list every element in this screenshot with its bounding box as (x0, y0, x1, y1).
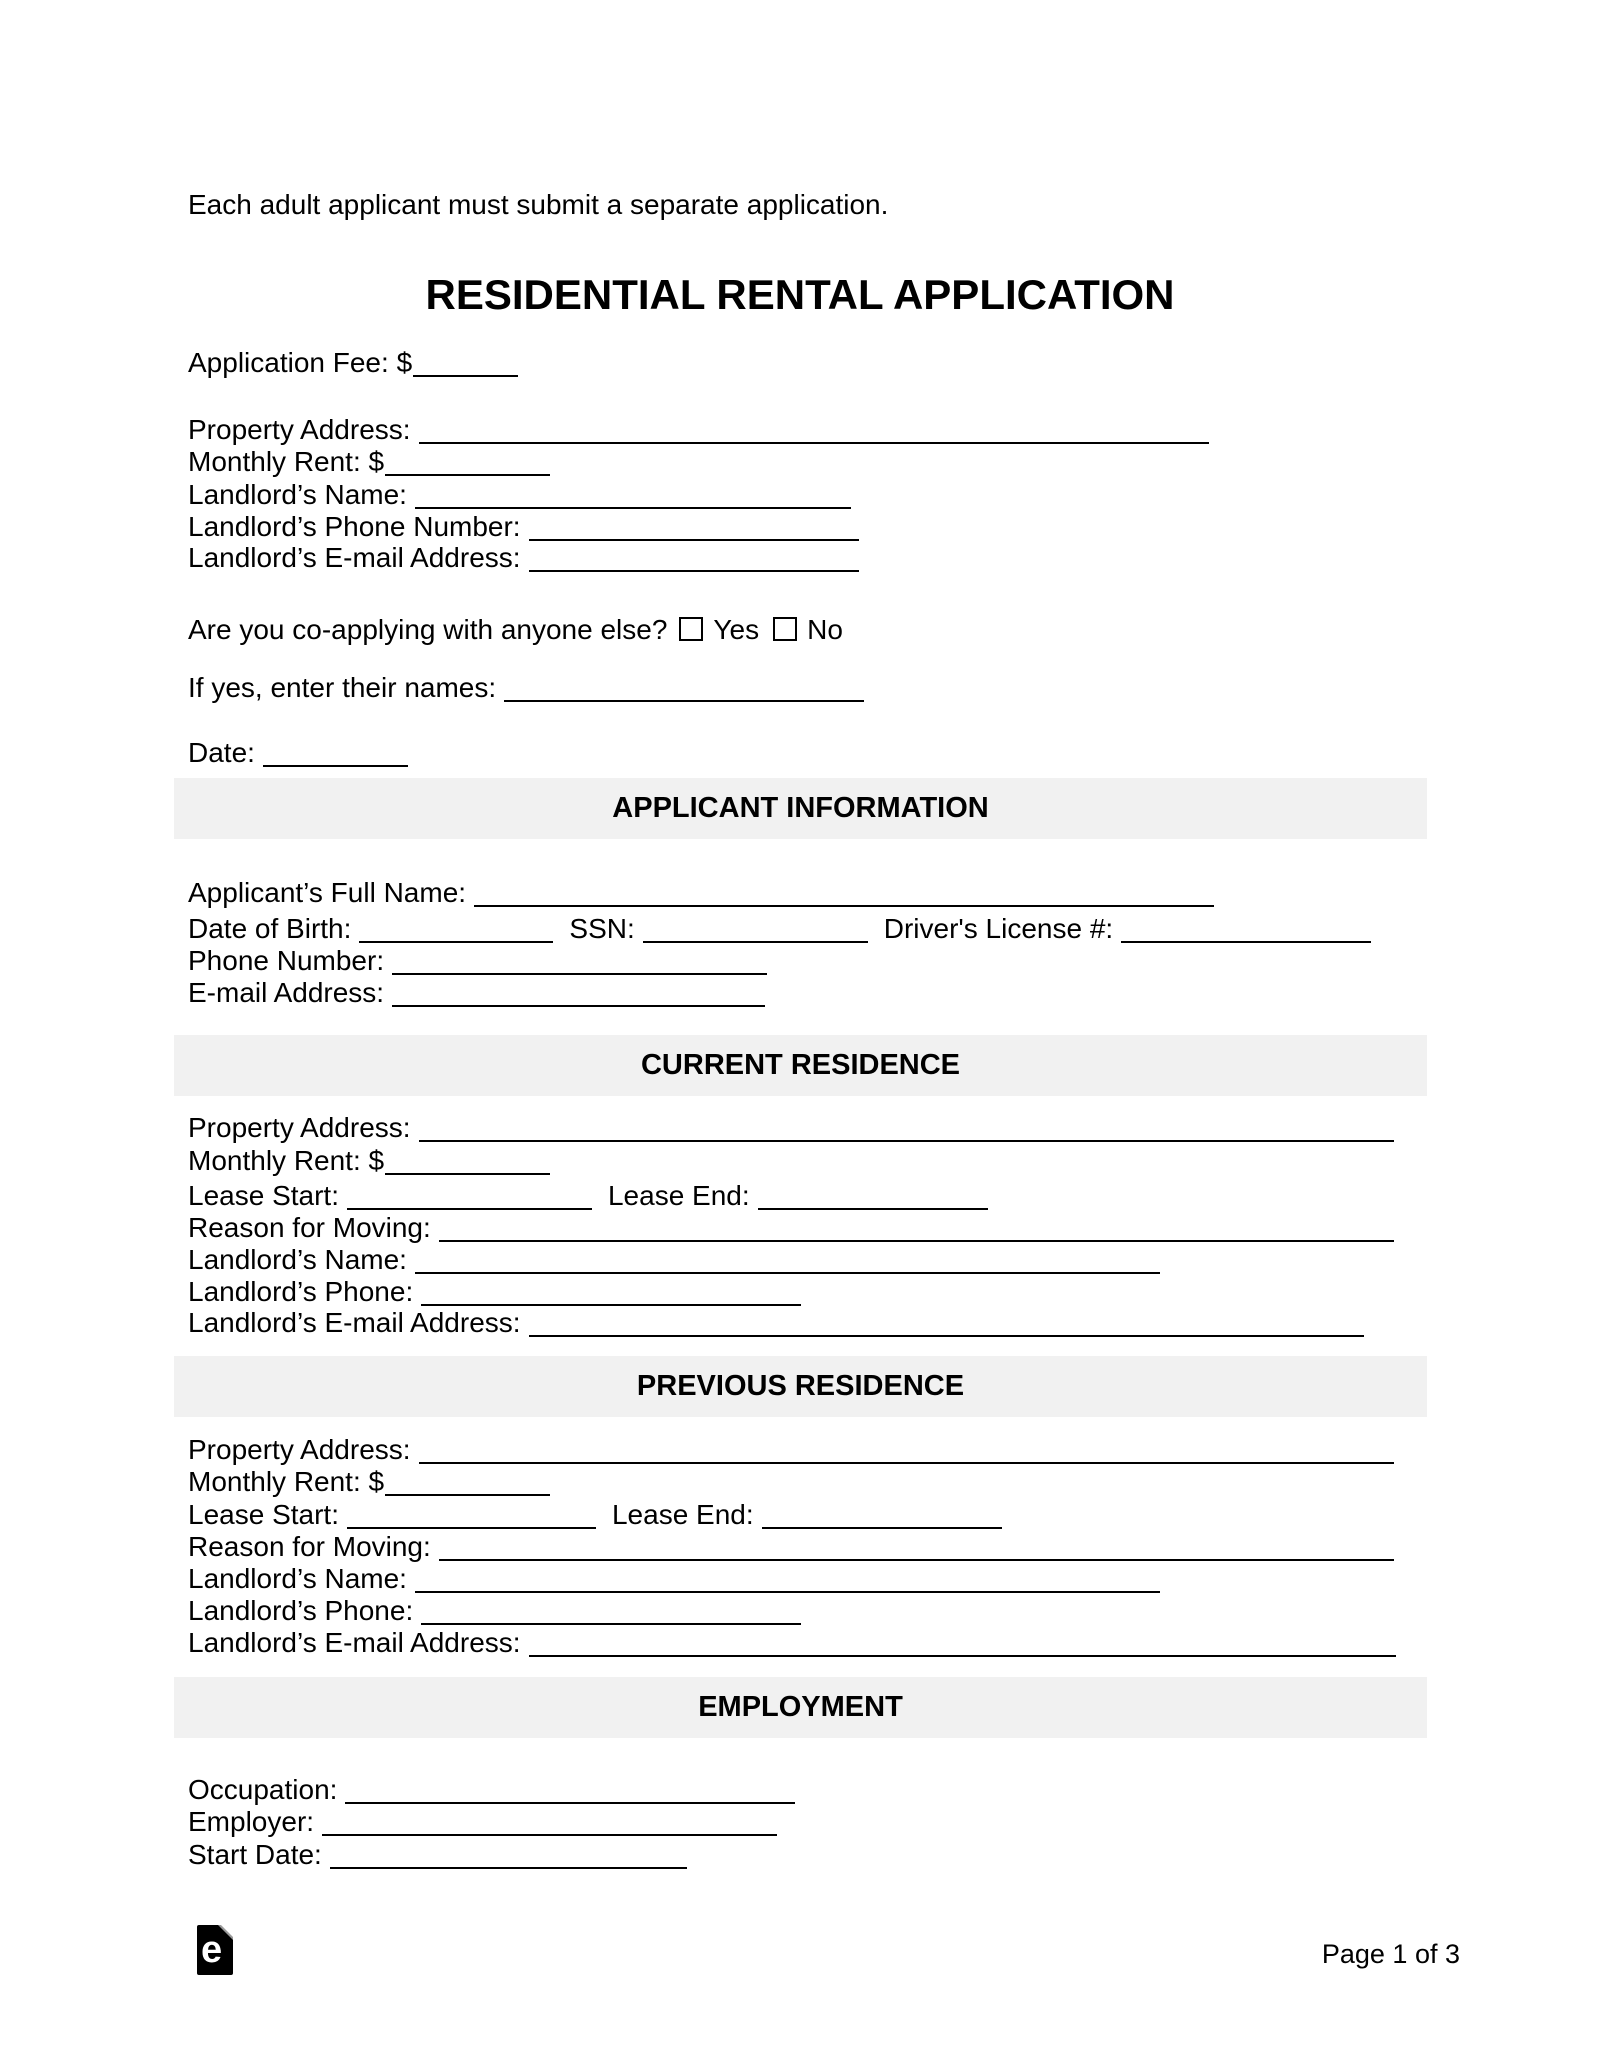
applicant-phone-label: Phone Number: (188, 945, 385, 976)
section-header-previous-residence: PREVIOUS RESIDENCE (174, 1356, 1427, 1417)
eforms-logo-icon (197, 1925, 233, 1975)
coapply-names-row (188, 671, 864, 705)
current-monthly-rent-label: Monthly Rent: $ (188, 1145, 385, 1176)
previous-monthly-rent-label: Monthly Rent: $ (188, 1466, 385, 1497)
previous-landlord-email-field[interactable] (529, 1635, 1396, 1657)
landlord-phone-row (188, 510, 859, 544)
coapply-names-label: If yes, enter their names: (188, 672, 497, 703)
date-row (188, 736, 408, 770)
landlord-phone-label: Landlord’s Phone Number: (188, 511, 521, 542)
logo-letter: e (201, 1929, 223, 1971)
occupation-row (188, 1773, 795, 1807)
section-header-employment: EMPLOYMENT (174, 1677, 1427, 1738)
application-fee-label: Application Fee: $ (188, 347, 413, 378)
monthly-rent-row (188, 445, 550, 479)
coapply-question: Are you co-applying with anyone else? (188, 614, 668, 645)
coapply-yes-label: Yes (713, 614, 760, 645)
current-property-address-label: Property Address: (188, 1112, 411, 1143)
previous-landlord-phone-field[interactable] (421, 1603, 801, 1625)
ssn-label: SSN: (569, 913, 635, 944)
application-fee-row (188, 346, 518, 380)
monthly-rent-field[interactable] (385, 454, 550, 476)
coapply-no-label: No (807, 614, 843, 645)
employer-row (188, 1805, 777, 1839)
current-landlord-email-label: Landlord’s E-mail Address: (188, 1307, 521, 1338)
current-landlord-phone-label: Landlord’s Phone: (188, 1276, 414, 1307)
license-label: Driver's License #: (883, 913, 1114, 944)
current-lease-start-field[interactable] (347, 1188, 592, 1210)
page-number: Page 1 of 3 (1321, 1939, 1460, 1969)
intro-note: Each adult applicant must submit a separate application. (188, 189, 889, 220)
employer-field[interactable] (322, 1814, 777, 1836)
property-address-label: Property Address: (188, 414, 411, 445)
landlord-name-field[interactable] (415, 487, 851, 509)
section-header-current-residence: CURRENT RESIDENCE (174, 1035, 1427, 1096)
coapply-row (188, 613, 843, 647)
applicant-email-row (188, 976, 765, 1010)
coapply-names-field[interactable] (504, 680, 864, 702)
property-address-row (188, 413, 1209, 447)
previous-property-address-row (188, 1433, 1394, 1467)
previous-monthly-rent-field[interactable] (385, 1474, 550, 1496)
current-lease-start-label: Lease Start: (188, 1180, 339, 1211)
applicant-full-name-label: Applicant’s Full Name: (188, 877, 467, 908)
previous-landlord-email-label: Landlord’s E-mail Address: (188, 1627, 521, 1658)
employer-label: Employer: (188, 1806, 315, 1837)
current-property-address-field[interactable] (419, 1120, 1394, 1142)
previous-reason-label: Reason for Moving: (188, 1531, 431, 1562)
current-landlord-phone-row (188, 1275, 801, 1309)
current-landlord-email-row (188, 1306, 1364, 1340)
applicant-full-name-row (188, 876, 1214, 910)
ssn-field[interactable] (643, 921, 868, 943)
application-fee-field[interactable] (413, 355, 518, 377)
date-label: Date: (188, 737, 255, 768)
current-landlord-email-field[interactable] (529, 1315, 1364, 1337)
applicant-full-name-field[interactable] (474, 885, 1214, 907)
logo-fold (221, 1925, 233, 1937)
current-reason-label: Reason for Moving: (188, 1212, 431, 1243)
property-address-field[interactable] (419, 422, 1209, 444)
current-lease-row (188, 1179, 988, 1213)
occupation-label: Occupation: (188, 1774, 338, 1805)
previous-lease-row (188, 1498, 1002, 1532)
previous-lease-end-field[interactable] (762, 1507, 1002, 1529)
previous-lease-end-label: Lease End: (611, 1499, 754, 1530)
yes-checkbox[interactable] (679, 617, 703, 641)
dob-field[interactable] (359, 921, 553, 943)
dob-label: Date of Birth: (188, 913, 352, 944)
previous-lease-start-field[interactable] (347, 1507, 596, 1529)
start-date-label: Start Date: (188, 1839, 322, 1870)
current-landlord-phone-field[interactable] (421, 1284, 801, 1306)
previous-landlord-phone-label: Landlord’s Phone: (188, 1595, 414, 1626)
current-lease-end-field[interactable] (758, 1188, 988, 1210)
landlord-name-label: Landlord’s Name: (188, 479, 407, 510)
previous-landlord-name-row (188, 1562, 1160, 1596)
current-property-address-row (188, 1111, 1394, 1145)
date-field[interactable] (263, 745, 408, 767)
current-landlord-name-field[interactable] (415, 1252, 1160, 1274)
applicant-phone-row (188, 944, 767, 978)
previous-landlord-name-label: Landlord’s Name: (188, 1563, 407, 1594)
previous-monthly-rent-row (188, 1465, 550, 1499)
applicant-email-label: E-mail Address: (188, 977, 385, 1008)
start-date-field[interactable] (330, 1847, 687, 1869)
landlord-email-field[interactable] (529, 550, 859, 572)
previous-lease-start-label: Lease Start: (188, 1499, 339, 1530)
occupation-field[interactable] (345, 1782, 795, 1804)
landlord-email-row (188, 541, 859, 575)
page-title: RESIDENTIAL RENTAL APPLICATION (425, 271, 1175, 318)
current-lease-end-label: Lease End: (607, 1180, 750, 1211)
previous-landlord-name-field[interactable] (415, 1571, 1160, 1593)
previous-property-address-label: Property Address: (188, 1434, 411, 1465)
landlord-phone-field[interactable] (529, 519, 859, 541)
current-landlord-name-label: Landlord’s Name: (188, 1244, 407, 1275)
current-monthly-rent-field[interactable] (385, 1153, 550, 1175)
no-checkbox[interactable] (773, 617, 797, 641)
previous-reason-row (188, 1530, 1394, 1564)
monthly-rent-label: Monthly Rent: $ (188, 446, 385, 477)
previous-reason-field[interactable] (439, 1539, 1394, 1561)
section-header-applicant-information: APPLICANT INFORMATION (174, 778, 1427, 839)
landlord-email-label: Landlord’s E-mail Address: (188, 542, 521, 573)
landlord-name-row (188, 478, 851, 512)
applicant-phone-field[interactable] (392, 953, 767, 975)
current-landlord-name-row (188, 1243, 1160, 1277)
current-reason-row (188, 1211, 1394, 1245)
previous-landlord-phone-row (188, 1594, 801, 1628)
license-field[interactable] (1121, 921, 1371, 943)
previous-landlord-email-row (188, 1626, 1396, 1660)
applicant-ids-row (188, 912, 1371, 946)
current-reason-field[interactable] (439, 1220, 1394, 1242)
applicant-email-field[interactable] (392, 985, 765, 1007)
start-date-row (188, 1838, 687, 1872)
previous-property-address-field[interactable] (419, 1442, 1394, 1464)
current-monthly-rent-row (188, 1144, 550, 1178)
